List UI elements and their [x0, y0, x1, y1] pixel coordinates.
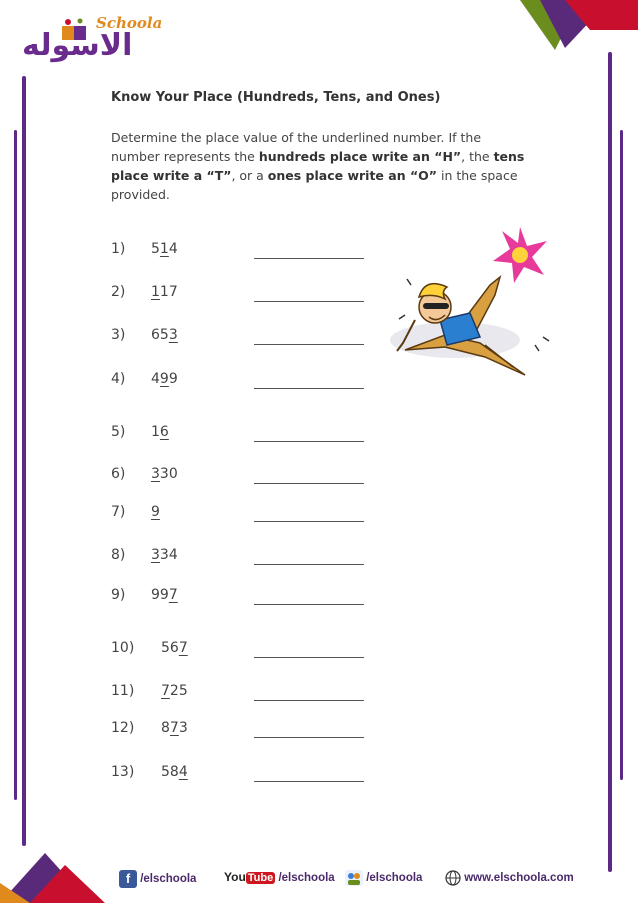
underlined-digit: 7: [161, 683, 170, 699]
answer-blank[interactable]: [254, 343, 364, 345]
footer-app[interactable]: [345, 870, 422, 886]
question-item: [111, 327, 178, 347]
underlined-digit: 3: [151, 547, 160, 563]
question-number: 4): [111, 371, 126, 387]
instructions: Determine the place value of the underlined number. If the number represents the hundreds place write an “H”, the tens place write a “T”, or a ones place write an “O” in the space provided.: [111, 130, 525, 202]
question-item: [111, 504, 160, 524]
underlined-digit: 9: [151, 504, 160, 520]
facebook-handle: /elschoola: [140, 873, 197, 886]
question-number: 3): [111, 327, 126, 343]
footer-youtube[interactable]: [224, 870, 335, 884]
question-number-value: 117: [151, 284, 178, 300]
left-border-bar-short: [14, 130, 17, 800]
facebook-icon: f: [119, 870, 137, 888]
app-handle: /elschoola: [366, 872, 423, 885]
question-number: 6): [111, 466, 126, 482]
underlined-digit: 9: [159, 371, 169, 387]
worksheet-title: Know Your Place (Hundreds, Tens, and Ones): [111, 90, 441, 105]
question-item: [111, 720, 188, 740]
logo-english: Schoola: [96, 14, 163, 32]
underlined-digit: 1: [159, 241, 169, 257]
question-number: 9): [111, 587, 126, 603]
underlined-digit: 6: [159, 424, 169, 440]
question-item: [111, 640, 188, 660]
right-border-bar: [608, 52, 612, 872]
corner-decoration-top-right: [520, 0, 638, 52]
question-item: [111, 371, 178, 391]
question-number-value: [151, 504, 160, 520]
question-number: 11): [111, 683, 135, 699]
question-item: [111, 466, 178, 486]
globe-icon: [445, 870, 461, 886]
question-number-value: 997: [151, 587, 178, 603]
question-item: [111, 284, 178, 304]
youtube-icon: You Tube: [224, 870, 274, 884]
underlined-digit: 1: [151, 284, 160, 300]
right-border-bar-short: [620, 130, 623, 780]
question-item: [111, 587, 178, 607]
answer-blank[interactable]: [254, 482, 364, 484]
footer-facebook[interactable]: [119, 870, 196, 888]
question-number-value: 334: [151, 547, 178, 563]
cartoon-superhero-illustration: [385, 225, 565, 380]
answer-blank[interactable]: [254, 387, 364, 389]
people-icon: [345, 870, 363, 886]
answer-blank[interactable]: [254, 656, 364, 658]
answer-blank[interactable]: [254, 736, 364, 738]
answer-blank[interactable]: [254, 563, 364, 565]
question-number: 8): [111, 547, 126, 563]
answer-blank[interactable]: [254, 257, 364, 259]
question-number: 1): [111, 241, 126, 257]
underlined-digit: 7: [169, 720, 179, 736]
footer-website[interactable]: [445, 870, 574, 886]
answer-blank[interactable]: [254, 440, 364, 442]
logo-arabic: الاسوله: [22, 28, 133, 63]
question-number-value: 514: [151, 241, 178, 257]
question-number-value: 567: [161, 640, 188, 656]
question-number-value: 653: [151, 327, 178, 343]
question-number: 7): [111, 504, 126, 520]
question-number: 12): [111, 720, 135, 736]
underlined-digit: 7: [168, 587, 178, 603]
underlined-digit: 3: [168, 327, 178, 343]
answer-blank[interactable]: [254, 300, 364, 302]
answer-blank[interactable]: [254, 520, 364, 522]
underlined-digit: 4: [178, 764, 188, 780]
question-number-value: 873: [161, 720, 188, 736]
question-item: [111, 547, 178, 567]
answer-blank[interactable]: [254, 780, 364, 782]
answer-blank[interactable]: [254, 699, 364, 701]
question-number-value: 584: [161, 764, 188, 780]
corner-decoration-bottom-left: [0, 853, 110, 903]
question-item: [111, 764, 188, 784]
left-border-bar: [22, 76, 26, 846]
underlined-digit: 7: [178, 640, 188, 656]
underlined-digit: 3: [151, 466, 160, 482]
question-number: 13): [111, 764, 135, 780]
question-number-value: 16: [151, 424, 169, 440]
question-number: 5): [111, 424, 126, 440]
question-number-value: 725: [161, 683, 188, 699]
question-number: 10): [111, 640, 135, 656]
website-link: www.elschoola.com: [464, 872, 574, 885]
answer-blank[interactable]: [254, 603, 364, 605]
question-number-value: 499: [151, 371, 178, 387]
question-item: [111, 683, 188, 703]
question-item: [111, 424, 169, 444]
youtube-handle: /elschoola: [278, 872, 335, 884]
question-number-value: 330: [151, 466, 178, 482]
question-number: 2): [111, 284, 126, 300]
question-item: [111, 241, 178, 261]
